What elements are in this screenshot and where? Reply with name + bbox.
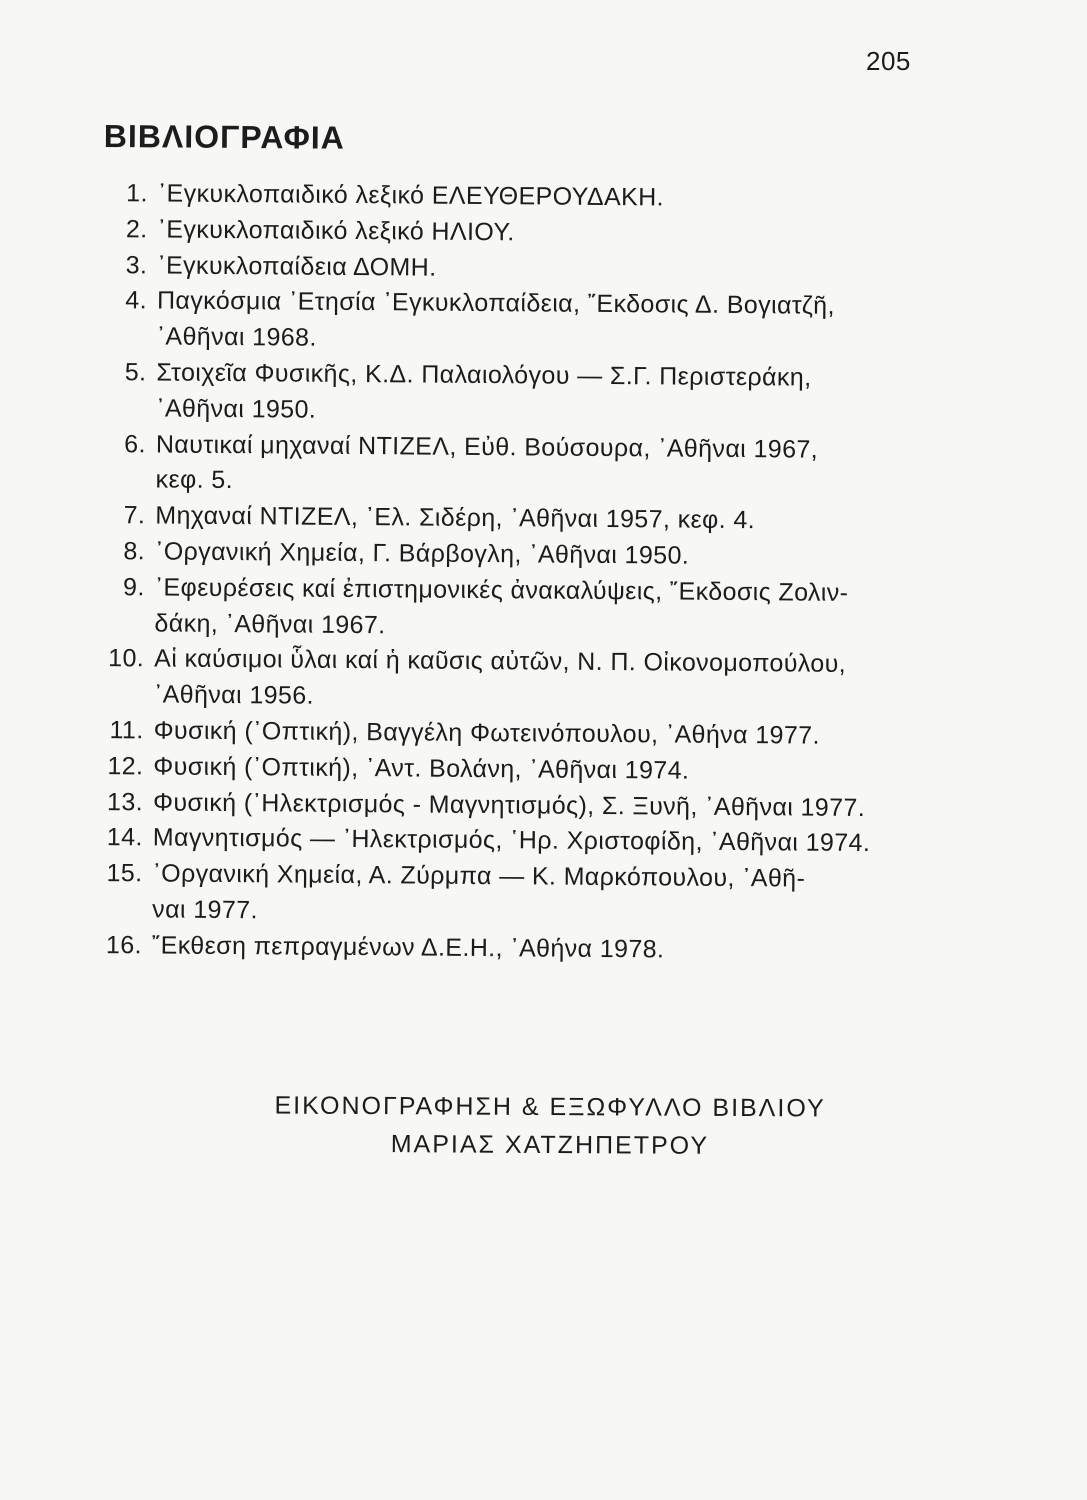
entry-text: ᾿Εγκυκλοπαιδικό λεξικό ΕΛΕΥΘΕΡΟΥΔΑΚΗ. <box>157 179 665 212</box>
entry-number: 13. <box>107 787 144 816</box>
entry-number: 9. <box>123 572 145 602</box>
entry-number: 2. <box>125 215 148 244</box>
credits-block <box>200 1086 900 1166</box>
entry-number: 14. <box>106 823 143 852</box>
entry-number: 6. <box>124 429 147 458</box>
entry-number: 8. <box>123 537 146 566</box>
entry-number: 10. <box>108 644 145 673</box>
entry-number: 12. <box>107 751 144 781</box>
entry-number: 16. <box>105 930 143 960</box>
entry-number: 4. <box>125 286 148 315</box>
entry-number: 3. <box>125 250 148 279</box>
entry-number: 15. <box>106 859 143 888</box>
bibliography-entry <box>94 856 925 934</box>
entry-number: 7. <box>123 501 146 530</box>
entry-text: Μηχαναί ΝΤΙΖΕΛ, ᾿Ελ. Σιδέρη, ᾿Αθῆναι 1957, κεφ. 4. <box>155 501 756 535</box>
bibliography-entry <box>94 928 924 970</box>
entry-number: 5. <box>124 358 147 387</box>
entry-text: Φυσική (᾿Ηλεκτρισμός - Μαγνητισμός), Σ. Ξυνῆ, ᾿Αθῆναι 1977. <box>152 787 866 822</box>
entry-text: ᾿Εφευρέσεις καί ἐπιστημονικές ἀνακαλύψεις, ῎Εκδοσις Ζολιν- δάκη, ᾿Αθῆναι 1967. <box>154 573 849 639</box>
bibliography-entry <box>98 355 929 433</box>
entry-text: Παγκόσμια ᾿Ετησία ᾿Εγκυκλοπαίδεια, ῎Εκδοσις Δ. Βογιατζῆ, ᾿Αθῆναι 1968. <box>156 286 835 352</box>
entry-text: Στοιχεῖα Φυσικῆς, Κ.Δ. Παλαιολόγου — Σ.Γ. Περιστεράκη, ᾿Αθῆναι 1950. <box>156 358 812 424</box>
entry-text: ᾿Οργανική Χημεία, Γ. Βάρβογλη, ᾿Αθῆναι 1950. <box>154 537 690 570</box>
page-number: 205 <box>866 46 911 76</box>
entry-text: Φυσική (᾿Οπτική), ᾿Αντ. Βολάνη, ᾿Αθῆναι 1974. <box>153 752 690 785</box>
bibliography-entry <box>96 570 927 648</box>
credits-line-title: ΕΙΚΟΝΟΓΡΑΦΗΣΗ & ΕΞΩΦΥΛΛΟ ΒΙΒΛΙΟΥ <box>274 1091 826 1123</box>
bibliography-entry <box>97 427 928 505</box>
entry-text: Φυσική (᾿Οπτική), Βαγγέλη Φωτεινόπουλου, ᾿Αθήνα 1977. <box>153 716 820 750</box>
bibliography-list <box>94 176 930 970</box>
bibliography-entry <box>99 283 930 361</box>
entry-text: Αἱ καύσιμοι ὗλαι καί ἡ καῦσις αὐτῶν, Ν. Π. Οἰκονομοπούλου, ᾿Αθῆναι 1956. <box>153 644 847 710</box>
entry-text: ᾿Εγκυκλοπαίδεια ΔΟΜΗ. <box>157 251 437 282</box>
entry-text: ῎Εκθεση πεπραγμένων Δ.Ε.Η., ᾿Αθήνα 1978. <box>151 931 665 964</box>
entry-text: ᾿Εγκυκλοπαιδικό λεξικό ΗΛΙΟΥ. <box>157 215 515 247</box>
page-title: ΒΙΒΛΙΟΓΡΑΦΙΑ <box>103 118 345 156</box>
credits-line-name: ΜΑΡΙΑΣ ΧΑΤΖΗΠΕΤΡΟΥ <box>390 1130 710 1160</box>
entry-text: Μαγνητισμός — ᾿Ηλεκτρισμός, ῾Ηρ. Χριστοφίδη, ᾿Αθῆναι 1974. <box>152 823 871 858</box>
entry-number: 11. <box>109 716 144 745</box>
entry-number: 1. <box>126 179 148 208</box>
bibliography-entry <box>96 641 927 719</box>
entry-text: ᾿Οργανική Χημεία, Α. Ζύρμπα — Κ. Μαρκόπουλου, ᾿Αθῆ- ναι 1977. <box>152 859 806 925</box>
entry-text: Ναυτικαί μηχαναί ΝΤΙΖΕΛ, Εὐθ. Βούσουρα, ᾿Αθῆναι 1967, κεφ. 5. <box>155 430 819 495</box>
